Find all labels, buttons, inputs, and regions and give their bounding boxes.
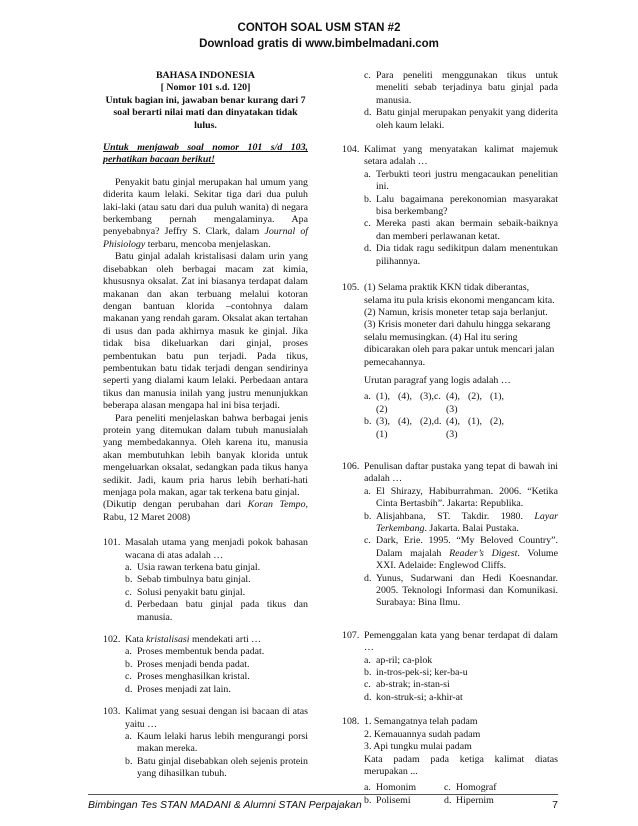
option-label: c. xyxy=(364,218,371,230)
sentence-3: 3. Api tungku mulai padam xyxy=(364,741,472,753)
option[interactable] xyxy=(364,486,558,511)
option-text: Kaum lelaki harus lebih mengurangi porsi makan mereka. xyxy=(137,730,308,755)
option-label: c. xyxy=(434,391,441,403)
option-label: a. xyxy=(125,730,132,742)
footer xyxy=(88,799,558,811)
passage-paragraph-1 xyxy=(103,177,308,251)
option-label: c. xyxy=(364,535,371,547)
option-text: (1), (4), (3), (2) xyxy=(376,391,434,415)
option[interactable] xyxy=(364,169,558,194)
source-text: (Dikutip dengan perubahan dari xyxy=(103,499,248,511)
options-grid xyxy=(364,391,504,441)
journal-name: Journal of Phisiology xyxy=(103,226,308,250)
section-rule: Untuk bagian ini, jawaban benar kurang dari 7 soal berarti nilai mati dan dinyatakan tidak lulus. xyxy=(105,94,306,131)
option-text: (4), (1), (2), (3) xyxy=(446,416,504,440)
section-range: [ Nomor 101 s.d. 120] xyxy=(160,82,251,94)
option-text-part: Alisjahbana, ST. Takdir. 1980. xyxy=(376,510,535,522)
passage-text: terbaru, mencoba menjelaskan. xyxy=(145,238,271,250)
reading-instruction: Untuk menjawab soal nomor 101 s/d 103, perhatikan bacaan berikut! xyxy=(103,142,308,166)
passage-text: Penyakit batu ginjal merupakan hal umum yang diderita kaum lelaki. Sekitar tiga dari dua puluh laki-laki (atau satu dari dua puluh wanita) di negara berkembang pernah mengalaminya. Apa penyebabnya? Jeffry S. Clark, dalam xyxy=(103,176,308,238)
footer-text: Bimbingan Tes STAN MADANI & Alumni STAN Perpajakan xyxy=(88,799,362,811)
question-103-continued xyxy=(342,70,558,132)
option-text-part: . Volume XXI. Adelaide: Englewod Cliffs. xyxy=(376,547,558,572)
option-label: d. xyxy=(434,416,442,428)
option-label: a. xyxy=(364,485,371,497)
option-text: Homonim xyxy=(376,782,417,794)
page-number: 7 xyxy=(552,799,558,811)
option-label: a. xyxy=(364,654,371,666)
option-text: Sebab timbulnya batu ginjal. xyxy=(137,574,251,586)
passage-paragraph-2: Batu ginjal adalah kristalisasi dalam urin yang disebabkan oleh berbagai macam zat kimia, khususnya oksalat. Zat ini biasanya terdapat dalam makanan dan akan terbuang melalui kotoran dengan bantuan klorida –contohnya dalam makanan yang rendah garam. Oksalat akan tertahan di usus dan pada akhirnya masuk ke ginjal. Jika tidak bisa dikeluarkan dari ginjal, proses pembentukan batu pun terjadi. Pada tikus, pembentukan batu tidak terjadi dengan sendirinya seperti yang dialami kaum lelaki. Perbedaan antara tikus dan manusia inilah yang justru menunjukkan beberapa alasan mengapa hal ini bisa terjadi. xyxy=(103,251,308,412)
footer-divider xyxy=(88,794,558,795)
option-text: (3), (4), (2), (1) xyxy=(376,416,434,440)
question-text: Masalah utama yang menjadi pokok bahasan wacana di atas adalah … xyxy=(125,537,308,561)
option[interactable] xyxy=(364,416,434,441)
question-103 xyxy=(103,706,308,780)
question-106 xyxy=(342,461,558,610)
page-subtitle: Download gratis di www.bimbelmadani.com xyxy=(199,38,439,50)
question-text: Kata padam pada ketiga kalimat diatas merupakan ... xyxy=(364,753,558,777)
option-text: Batu ginjal merupakan penyakit yang diderita oleh kaum lelaki. xyxy=(376,107,558,131)
option-label: b. xyxy=(364,416,372,428)
question-105 xyxy=(342,282,558,441)
option[interactable] xyxy=(125,587,308,599)
option-text xyxy=(376,511,558,536)
book-title: Layar Terkembang xyxy=(376,510,558,534)
option-text: Polisemi xyxy=(376,794,411,806)
option-label: a. xyxy=(364,782,371,794)
option-label: b. xyxy=(364,510,372,522)
option[interactable] xyxy=(125,756,308,781)
option-label: d. xyxy=(364,572,372,584)
option-text: ab-strak; in-stan-si xyxy=(376,679,450,691)
question-number: 107. xyxy=(342,629,360,641)
option-label: b. xyxy=(125,658,133,670)
option-text: Lalu bagaimana perekonomian masyarakat bisa berkembang? xyxy=(376,193,558,218)
option-label: d. xyxy=(364,107,372,119)
option-text: ap-ril; ca-plok xyxy=(376,654,433,666)
option[interactable] xyxy=(125,659,308,671)
question-text-part: mendekati arti … xyxy=(189,634,262,646)
option-label: c. xyxy=(364,70,371,81)
option-label: d. xyxy=(125,599,133,611)
option[interactable] xyxy=(125,562,308,574)
option[interactable] xyxy=(434,416,504,441)
question-text: (1) Selama praktik KKN tidak diberantas, selama itu pula krisis ekonomi mengancam kita. (2) Namun, krisis moneter tetap saja berlanjut. (3) Krisis moneter dari dahulu hingga sekarang selalu memusingkan. (4) Hal itu sering dibicarakan oleh para pakar untuk mencari jalan pemecahannya. xyxy=(364,282,555,368)
passage-source xyxy=(103,499,308,524)
option[interactable] xyxy=(364,692,558,704)
source-magazine: Koran Tempo xyxy=(247,499,306,511)
option-label: b. xyxy=(364,794,372,806)
option[interactable] xyxy=(364,194,558,219)
magazine-title: Reader’s Digest xyxy=(449,547,518,559)
option-label: c. xyxy=(364,679,371,691)
passage-paragraph-3: Para peneliti menjelaskan bahwa berbagai jenis protein yang ditemukan dalam tubuh manusialah yang membedakannya. Oleh karena itu, manusia akan membutuhkan lebih banyak klorida untuk mengeluarkan oksalat, sedangkan pada tikus hanya sedikit. Jadi, kaum pria harus lebih berhati-hati menjaga pola makan, agar tak terkena batu ginjal. xyxy=(103,412,308,498)
question-number: 106. xyxy=(342,460,360,472)
question-text: Kalimat yang menyatakan kalimat majemuk setara adalah … xyxy=(364,144,558,168)
question-text: Pemenggalan kata yang benar terdapat di dalam … xyxy=(364,629,558,654)
question-101 xyxy=(103,537,308,624)
option-text: Homograf xyxy=(456,782,497,794)
option-text: Proses menghasilkan kristal. xyxy=(137,671,250,683)
option[interactable] xyxy=(364,218,558,243)
option-label: c. xyxy=(125,671,132,683)
option[interactable] xyxy=(125,574,308,586)
option[interactable] xyxy=(364,535,558,572)
option-label: b. xyxy=(364,193,372,205)
option-label: d. xyxy=(364,243,372,255)
option[interactable] xyxy=(125,731,308,756)
option-label: a. xyxy=(125,646,132,658)
sentence-1: 1. Semangatnya telah padam xyxy=(364,716,478,728)
option[interactable] xyxy=(125,671,308,683)
question-number: 102. xyxy=(103,634,121,646)
option[interactable] xyxy=(364,655,558,667)
option-label: b. xyxy=(364,667,372,679)
option-text: Yunus, Sudarwani dan Hedi Koesnandar. 2005. Teknologi Informasi dan Komunikasi. Surabaya: Bina Ilmu. xyxy=(376,572,558,609)
option-label: c. xyxy=(125,586,132,598)
option-text-part: . Jakarta. Balai Pustaka. xyxy=(424,523,519,534)
left-column xyxy=(103,70,308,781)
question-text xyxy=(125,634,308,646)
option-label: b. xyxy=(125,755,133,767)
option-label: a. xyxy=(364,391,371,403)
option-text: Proses menjadi zat lain. xyxy=(137,683,231,695)
option-text: Batu ginjal disebabkan oleh sejenis protein yang dihasilkan tubuh. xyxy=(137,755,308,780)
option[interactable] xyxy=(364,243,558,268)
option-label: d. xyxy=(125,683,133,695)
option-text: Proses membentuk benda padat. xyxy=(137,646,265,658)
option-text: El Shirazy, Habiburrahman. 2006. “Ketika Cinta Bertasbih”. Jakarta: Republika. xyxy=(376,485,558,510)
question-text: Penulisan daftar pustaka yang tepat di bawah ini adalah … xyxy=(364,460,558,485)
option-label: c. xyxy=(444,782,451,794)
option-label: b. xyxy=(125,574,133,586)
option-text: Terbukti teori justru mengacaukan penelitian ini. xyxy=(376,168,558,193)
option-text: Hipernim xyxy=(456,794,494,806)
option[interactable] xyxy=(364,511,558,536)
question-number: 108. xyxy=(342,716,360,728)
option[interactable] xyxy=(434,391,504,416)
option[interactable] xyxy=(364,782,444,794)
option-label: d. xyxy=(364,691,372,703)
option-text: kon-struk-si; a-khir-at xyxy=(376,691,463,703)
option-text: Solusi penyakit batu ginjal. xyxy=(137,586,246,598)
option[interactable] xyxy=(444,782,524,794)
right-column xyxy=(342,70,558,807)
question-prompt: Urutan paragraf yang logis adalah … xyxy=(364,374,511,386)
option[interactable] xyxy=(364,573,558,610)
option-text: Para peneliti menggunakan tikus untuk meneliti sebab terjadinya batu ginjal pada manusia. xyxy=(376,70,558,106)
option-text: Usia rawan terkena batu ginjal. xyxy=(137,562,261,574)
option[interactable] xyxy=(364,107,558,132)
option-label: d. xyxy=(444,794,452,806)
option[interactable] xyxy=(125,646,308,658)
option[interactable] xyxy=(364,667,558,679)
page-title: CONTOH SOAL USM STAN #2 xyxy=(237,22,401,34)
question-102 xyxy=(103,634,308,696)
option-text: Dia tidak ragu sedikitpun dalam menentukan pilihannya. xyxy=(376,243,558,267)
section-name: BAHASA INDONESIA xyxy=(155,70,256,81)
question-number: 105. xyxy=(342,282,360,294)
option[interactable] xyxy=(125,599,308,624)
option-label: a. xyxy=(364,168,371,180)
option-text: Perbedaan batu ginjal pada tikus dan manusia. xyxy=(137,599,308,623)
option-text: in-tros-pek-si; ker-ba-u xyxy=(376,667,468,679)
option[interactable] xyxy=(364,70,558,107)
option-text xyxy=(376,535,558,572)
option[interactable] xyxy=(125,684,308,696)
question-text-part: Kata xyxy=(125,634,147,646)
question-number: 104. xyxy=(342,144,360,156)
option[interactable] xyxy=(364,391,434,416)
question-number: 103. xyxy=(103,706,121,718)
option-label: a. xyxy=(125,562,132,574)
option[interactable] xyxy=(364,679,558,691)
question-104 xyxy=(342,144,558,268)
option-text-part: Dark, Erie. 1995. “My Beloved Country”. Dalam majalah xyxy=(376,535,558,559)
question-keyword: kristalisasi xyxy=(146,634,190,646)
question-text: Kalimat yang sesuai dengan isi bacaan di atas yaitu … xyxy=(125,706,308,730)
source-text: , Rabu, 12 Maret 2008) xyxy=(103,499,308,523)
question-107 xyxy=(342,630,558,704)
sentence-2: 2. Kemauannya sudah padam xyxy=(364,728,481,740)
option-text: Mereka pasti akan bermain sebaik-baiknya dan memberi perlawanan ketat. xyxy=(376,218,558,242)
option-text: (4), (2), (1), (3) xyxy=(446,391,504,415)
option-text: Proses menjadi benda padat. xyxy=(137,658,250,670)
question-number: 101. xyxy=(103,537,121,549)
